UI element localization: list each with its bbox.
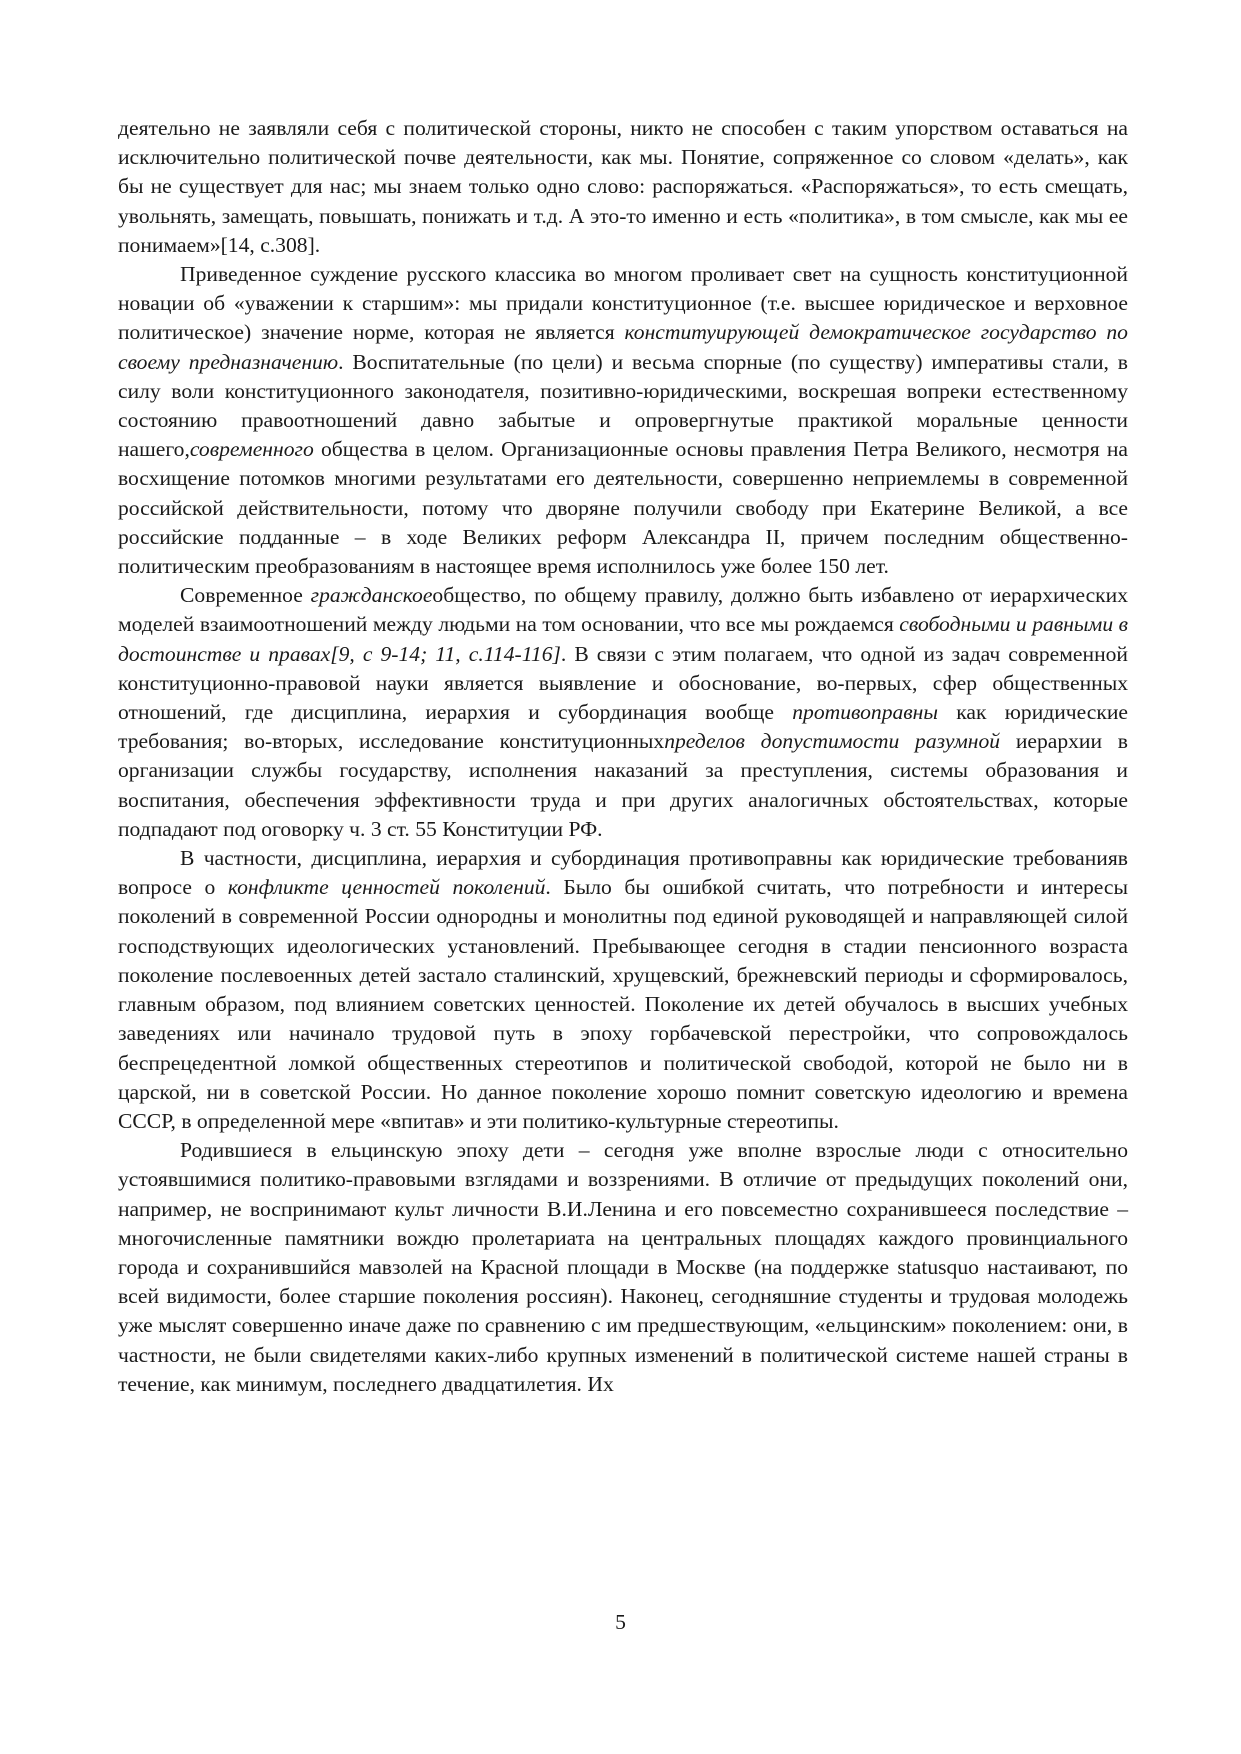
text-segment: Приведенное суждение русского классика во многом проливает свет на сущность конституционной новации об «уважении к старшим»: мы придали конституционное (т.е. высшее юридическое и верховное политическое) значение норме, которая не является xyxy=(118,262,1128,345)
text-segment: деятельно не заявляли себя с политической стороны, никто не способен с таким упорством оставаться на исключительно политической почве деятельности, как мы. Понятие, сопряженное со словом «делать», как бы не существует для нас; мы знаем только одно слово: распоряжаться. «Распоряжаться», то есть смещать, увольнять, замещать, повышать, понижать и т.д. А это-то именно и есть «политика», в том смысле, как мы ее понимаем»[14, с.308]. xyxy=(118,116,1128,257)
text-segment: . Воспитательные (по цели) и весьма спорные (по существу) императивы стали, в силу воли конституционного законодателя, позитивно-юридическими, воскрешая вопреки естественному состоянию правоотношений давно забытые и опровергнутые практикой моральные ценности нашего, xyxy=(118,349,1129,462)
italic-text-segment: современного xyxy=(189,437,314,462)
text-segment: В частности, дисциплина, иерархия и субординация противоправны как юридические требованияв вопросе о xyxy=(118,846,1128,900)
paragraph xyxy=(118,1136,1128,1399)
paragraph xyxy=(118,844,1128,1136)
italic-text-segment: противоправны xyxy=(792,700,939,725)
text-segment: Современное xyxy=(180,583,311,608)
paragraph xyxy=(118,114,1128,260)
text-segment: . Было бы ошибкой считать, что потребности и интересы поколений в современной России однородны и монолитны под единой руководящей и направляющей силой господствующих идеологических установлений. Пребывающее сегодня в стадии пенсионного возраста поколение послевоенных детей застало сталинский, хрущевский, брежневский периоды и сформировалось, главным образом, под влиянием советских ценностей. Поколение их детей обучалось в высших учебных заведениях или начинало трудовой путь в эпоху горбачевской перестройки, что сопровождалось беспрецедентной ломкой общественных стереотипов и политической свободой, которой не было ни в царской, ни в советской России. Но данное поколение хорошо помнит советскую идеологию и времена СССР, в определенной мере «впитав» и эти политико-культурные стереотипы. xyxy=(118,875,1128,1133)
text-segment: как юридические требования; во-вторых, исследование конституционных xyxy=(118,700,1128,754)
text-segment: Родившиеся в ельцинскую эпоху дети – сегодня уже вполне взрослые люди с относительно устоявшимися политико-правовыми взглядами и воззрениями. В отличие от предыдущих поколений они, например, не воспринимают культ личности В.И.Ленина и его повсеместно сохранившееся последствие – многочисленные памятники вождю пролетариата на центральных площадях каждого провинциального города и сохранившийся мавзолей на Красной площади в Москве (на поддержке statusquo настаивают, по всей видимости, более старшие поколения россиян). Наконец, сегодняшние студенты и трудовая молодежь уже мыслят совершенно иначе даже по сравнению с им предшествующим, «ельцинским» поколением: они, в частности, не были свидетелями каких-либо крупных изменений в политической системе нашей страны в течение, как минимум, последнего двадцатилетия. Их xyxy=(118,1138,1128,1396)
page-number: 5 xyxy=(615,1610,626,1634)
paragraph xyxy=(118,260,1128,581)
text-segment: общества в целом. Организационные основы правления Петра Великого, несмотря на восхищение потомков многими результатами его деятельности, совершенно неприемлемы в современной российской действительности, потому что дворяне получили свободу при Екатерине Великой, а все российские подданные – в ходе Великих реформ Александра II, причем последним общественно-политическим преобразованиям в настоящее время исполнилось уже более 150 лет. xyxy=(118,437,1128,579)
text-segment: общество, по общему правилу, должно быть избавлено от иерархических моделей взаимоотношений между людьми на том основании, что все мы рождаемся xyxy=(118,583,1128,637)
body-text xyxy=(118,114,1128,1399)
italic-text-segment: конфликте ценностей поколений xyxy=(227,875,546,900)
paragraph xyxy=(118,581,1128,844)
text-segment: . В связи с этим полагаем, что одной из задач современной конституционно-правовой науки является выявление и обоснование, во-первых, сфер общественных отношений, где дисциплина, иерархия и субординация вообще xyxy=(118,641,1128,725)
italic-text-segment: конституирующей демократическое государство по своему предназначению xyxy=(118,320,1128,374)
text-segment: иерархии в организации службы государству, исполнения наказаний за преступления, системы образования и воспитания, обеспечения эффективности труда и при других аналогичных обстоятельствах, которые подпадают под оговорку ч. 3 ст. 55 Конституции РФ. xyxy=(118,729,1128,841)
italic-text-segment: свободными и равными в достоинстве и правах[9, с 9-14; 11, с.114-116] xyxy=(118,612,1129,666)
italic-text-segment: гражданское xyxy=(310,583,433,608)
italic-text-segment: пределов допустимости разумной xyxy=(664,729,1001,754)
